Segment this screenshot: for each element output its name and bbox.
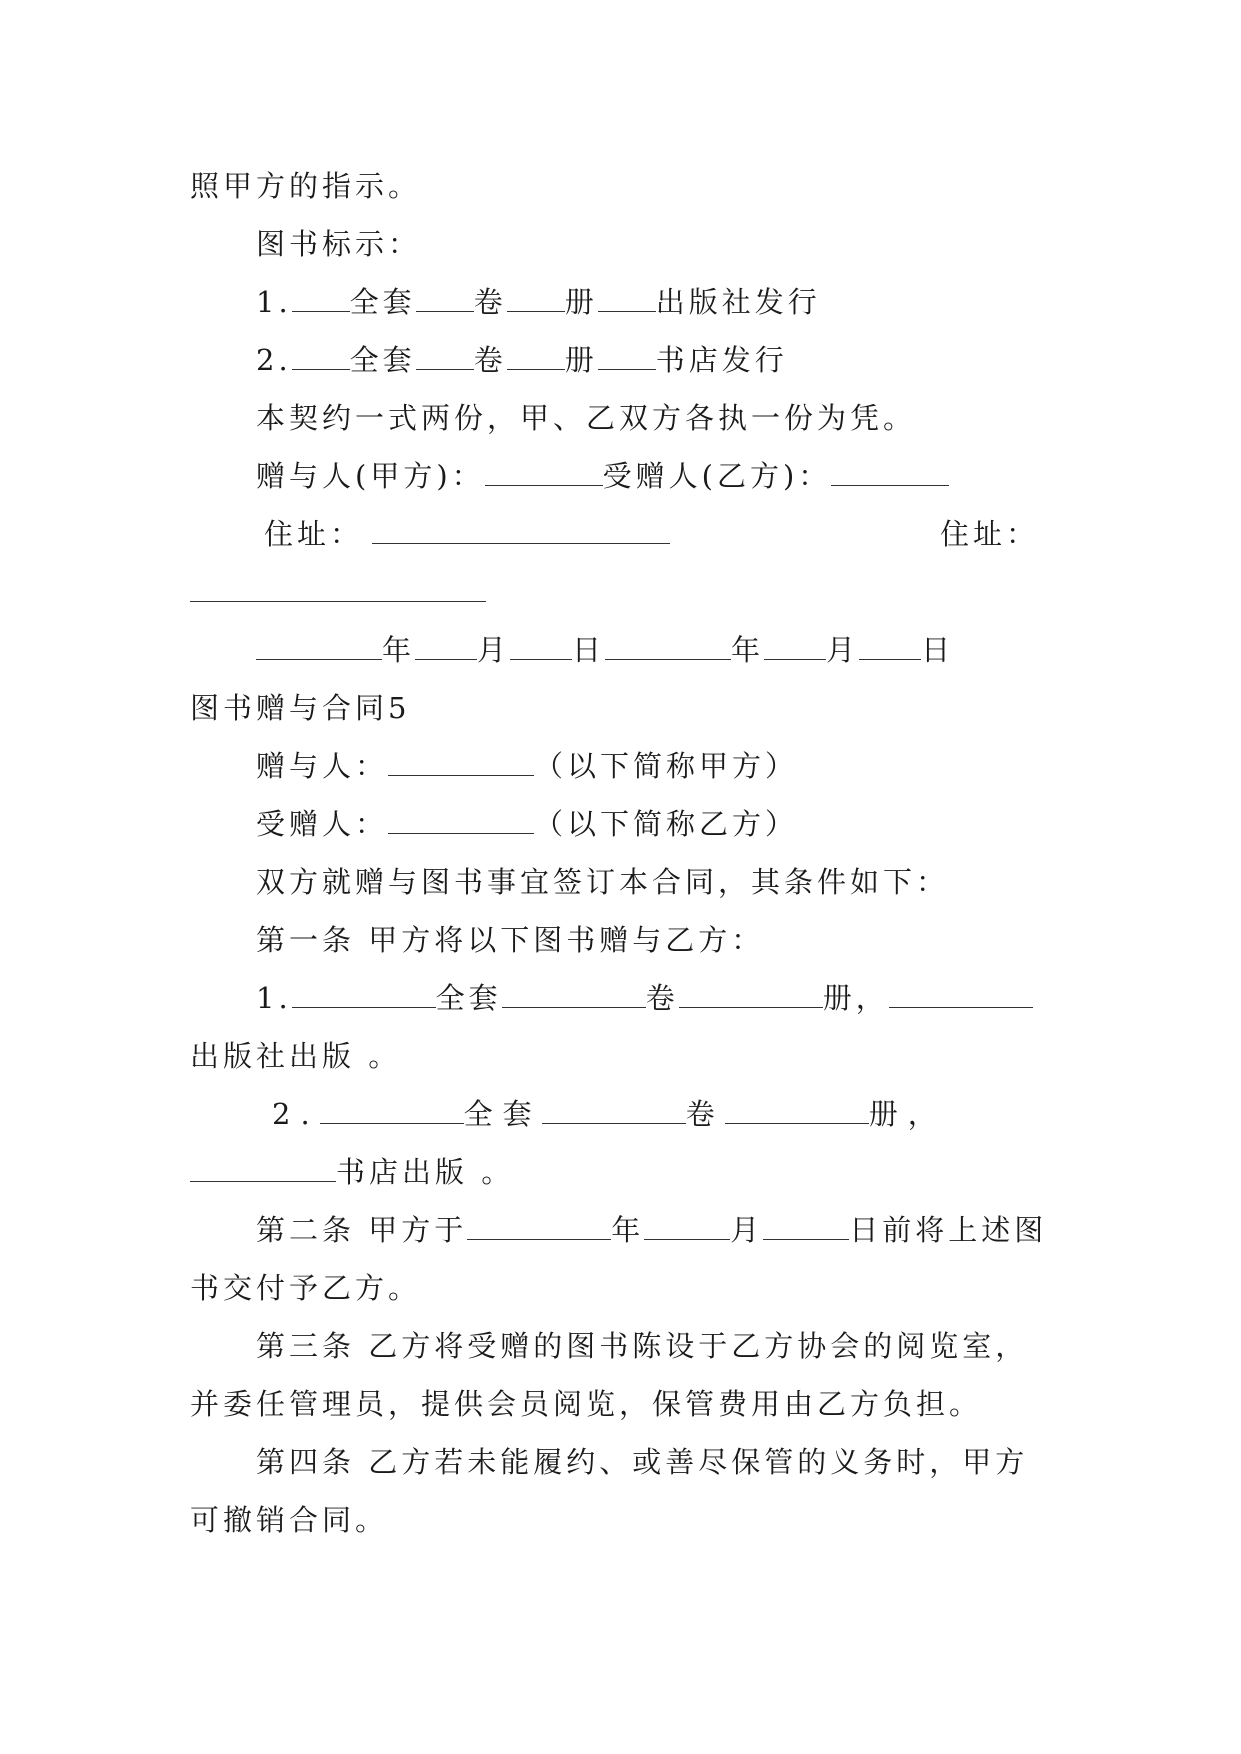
signature-line: 赠与人(甲方)： 受赠人(乙方)： [256,458,949,494]
address-blank-right [190,574,486,610]
article-3: 第三条 乙方将受赠的图书陈设于乙方协会的阅览室， [256,1329,1029,1363]
book-item-2: 2. 全套 卷 册 书店发行 [256,343,788,377]
section-title: 图书赠与合同5 [190,691,411,725]
date-line: 年 月 日 年 月 日 [256,632,954,668]
book-item-2: 2. 全套 卷 册， [272,1097,947,1131]
text-line: 可撤销合同。 [190,1503,389,1537]
text-line: 照甲方的指示。 [190,169,422,203]
text-line: 并委任管理员，提供会员阅览，保管费用由乙方负担。 [190,1387,983,1421]
publisher-line: 书店出版 。 [190,1154,514,1190]
text-line: 本契约一式两份，甲、乙双方各执一份为凭。 [256,401,917,435]
book-item-1: 1. 全套 卷 册， [256,980,1033,1016]
address-blank-left [372,516,670,552]
recipient-line: 受赠人： （以下简称乙方） [256,807,799,841]
text-line: 图书标示： [256,227,422,261]
text-line: 双方就赠与图书事宜签订本合同，其条件如下： [256,865,950,899]
book-item-1: 1. 全套 卷 册 出版社发行 [256,285,821,319]
text-line: 书交付予乙方。 [190,1271,422,1305]
article-4: 第四条 乙方若未能履约、或善尽保管的义务时，甲方 [256,1445,1029,1479]
text-line: 出版社出版 。 [190,1039,402,1073]
address-label-left: 住址： [264,517,364,551]
address-label-right: 住址： [940,517,1040,551]
donor-line: 赠与人： （以下简称甲方） [256,749,799,783]
article-1: 第一条 甲方将以下图书赠与乙方： [256,923,765,957]
article-2: 第二条 甲方于 年 月 日前将上述图 [256,1213,1048,1247]
